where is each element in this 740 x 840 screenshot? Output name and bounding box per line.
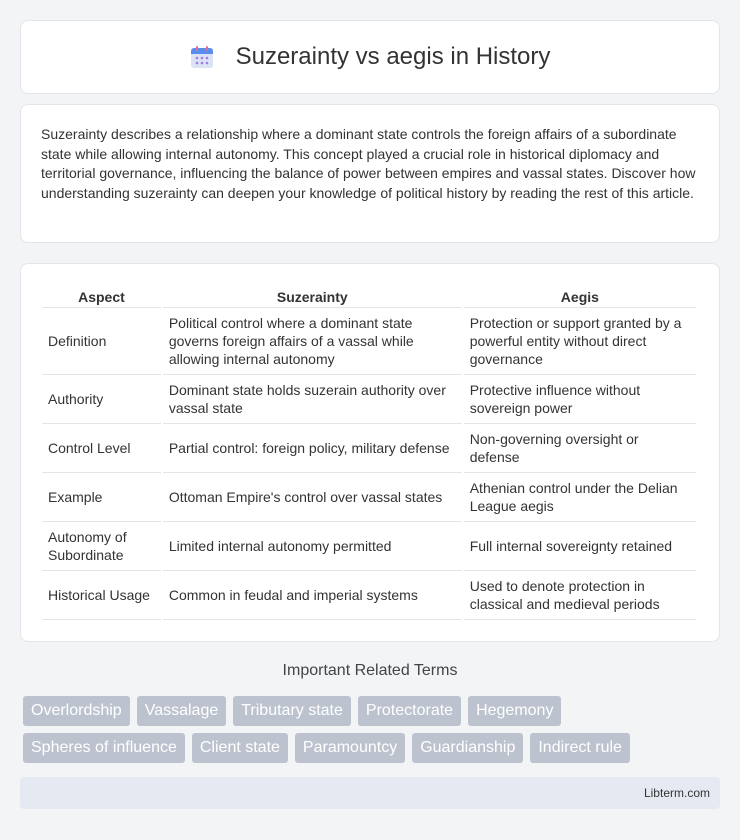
intro-card <box>20 104 720 243</box>
table-row <box>42 473 696 522</box>
cell-aspect: Autonomy of Subordinate <box>42 522 161 571</box>
tag-overlordship[interactable]: Overlordship <box>23 696 130 726</box>
tag-vassalage[interactable]: Vassalage <box>137 696 227 726</box>
tag-indirect-rule[interactable]: Indirect rule <box>530 733 630 763</box>
tag-protectorate[interactable]: Protectorate <box>358 696 461 726</box>
tag-client-state[interactable]: Client state <box>192 733 288 763</box>
header-suzerainty: Suzerainty <box>163 284 462 308</box>
cell-aspect: Authority <box>42 375 161 424</box>
calendar-icon <box>190 45 214 69</box>
related-terms-title: Important Related Terms <box>282 662 458 679</box>
cell-suzerainty: Ottoman Empire's control over vassal states <box>163 473 462 522</box>
header-aegis: Aegis <box>464 284 696 308</box>
comparison-table <box>40 284 698 620</box>
footer-site-link[interactable]: Libterm.com <box>643 786 710 800</box>
tag-paramountcy[interactable]: Paramountcy <box>295 733 405 763</box>
cell-suzerainty: Political control where a dominant state governs foreign affairs of a vassal while allowing internal autonomy <box>163 308 462 375</box>
table-row <box>42 522 696 571</box>
page-title: Suzerainty vs aegis in History <box>235 43 551 70</box>
cell-suzerainty: Common in feudal and imperial systems <box>163 571 462 620</box>
cell-aegis: Protective influence without sovereign power <box>464 375 696 424</box>
cell-aspect: Definition <box>42 308 161 375</box>
table-header-row <box>42 284 696 308</box>
cell-aegis: Full internal sovereignty retained <box>464 522 696 571</box>
cell-aegis: Protection or support granted by a powerful entity without direct governance <box>464 308 696 375</box>
related-terms-row <box>23 696 723 726</box>
tag-tributary-state[interactable]: Tributary state <box>233 696 351 726</box>
comparison-card <box>20 263 720 642</box>
tag-hegemony[interactable]: Hegemony <box>468 696 561 726</box>
intro-text: Suzerainty describes a relationship where a dominant state controls the foreign affairs of a subordinate state while allowing internal autonomy. This concept played a crucial role in historical diplomacy and territorial governance, influencing the balance of power between empires and vassal states. Discover how understanding suzerainty can deepen your knowledge of political history by reading the rest of this article. <box>41 126 696 201</box>
header-card <box>20 20 720 94</box>
cell-suzerainty: Dominant state holds suzerain authority over vassal state <box>163 375 462 424</box>
table-row <box>42 308 696 375</box>
table-row <box>42 571 696 620</box>
table-row <box>42 424 696 473</box>
footer <box>20 777 720 809</box>
tag-guardianship[interactable]: Guardianship <box>412 733 523 763</box>
cell-aegis: Athenian control under the Delian League aegis <box>464 473 696 522</box>
cell-aspect: Example <box>42 473 161 522</box>
cell-aspect: Control Level <box>42 424 161 473</box>
header-aspect: Aspect <box>42 284 161 308</box>
cell-aegis: Non-governing oversight or defense <box>464 424 696 473</box>
cell-aegis: Used to denote protection in classical and medieval periods <box>464 571 696 620</box>
related-terms-row <box>23 733 723 763</box>
table-row <box>42 375 696 424</box>
tag-spheres-of-influence[interactable]: Spheres of influence <box>23 733 185 763</box>
cell-suzerainty: Limited internal autonomy permitted <box>163 522 462 571</box>
cell-aspect: Historical Usage <box>42 571 161 620</box>
cell-suzerainty: Partial control: foreign policy, military defense <box>163 424 462 473</box>
